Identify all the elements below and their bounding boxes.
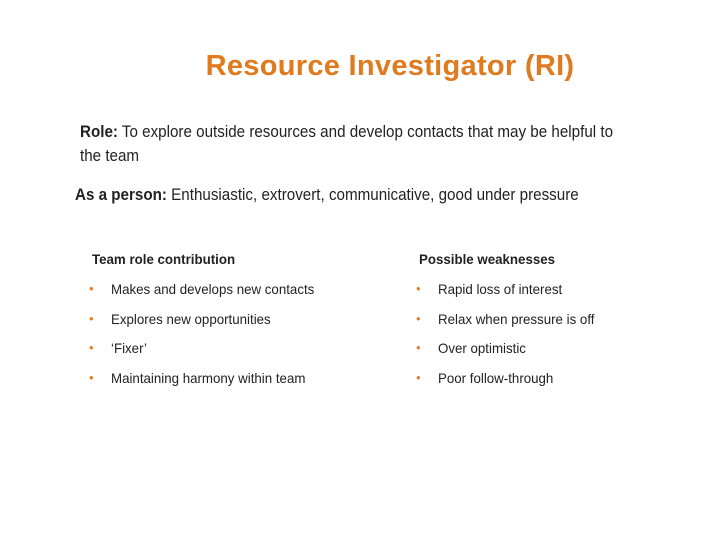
role-text: To explore outside resources and develop contacts that may be helpful to the team (80, 123, 614, 165)
bullet-icon: • (89, 281, 94, 296)
contribution-column (89, 248, 377, 396)
list-item (416, 337, 695, 367)
bullet-icon: • (416, 310, 421, 326)
list-item (89, 308, 377, 338)
contribution-heading: Team role contribution (92, 251, 236, 267)
list-item (416, 278, 695, 308)
person-paragraph (75, 183, 645, 207)
list-item (89, 278, 377, 308)
list-item-text: Poor follow-through (438, 369, 554, 386)
bullet-icon: • (89, 340, 94, 355)
bullet-icon: • (89, 310, 94, 326)
contribution-list (89, 278, 377, 396)
list-item-text: Maintaining harmony within team (111, 369, 306, 386)
list-item (416, 367, 695, 397)
bullet-icon: • (416, 281, 421, 296)
role-label: Role: (80, 123, 118, 141)
list-item-text: Over optimistic (438, 340, 526, 356)
list-item (89, 337, 377, 367)
list-item (89, 367, 377, 397)
person-label: As a person: (75, 186, 167, 204)
list-item-text: ‘Fixer’ (111, 340, 147, 356)
bullet-icon: • (416, 369, 421, 385)
weaknesses-heading: Possible weaknesses (419, 251, 556, 267)
list-item (416, 308, 695, 338)
bullet-icon: • (416, 340, 421, 355)
weaknesses-list (416, 278, 695, 396)
bullet-icon: • (89, 369, 94, 385)
list-item-text: Relax when pressure is off (438, 310, 595, 327)
slide-title: Resource Investigator (RI) (205, 50, 575, 82)
list-item-text: Explores new opportunities (111, 310, 271, 327)
person-text: Enthusiastic, extrovert, communicative, good under pressure (166, 186, 579, 204)
list-item-text: Rapid loss of interest (438, 281, 563, 297)
role-paragraph (80, 120, 614, 168)
weaknesses-column (416, 248, 695, 396)
list-item-text: Makes and develops new contacts (111, 281, 315, 297)
